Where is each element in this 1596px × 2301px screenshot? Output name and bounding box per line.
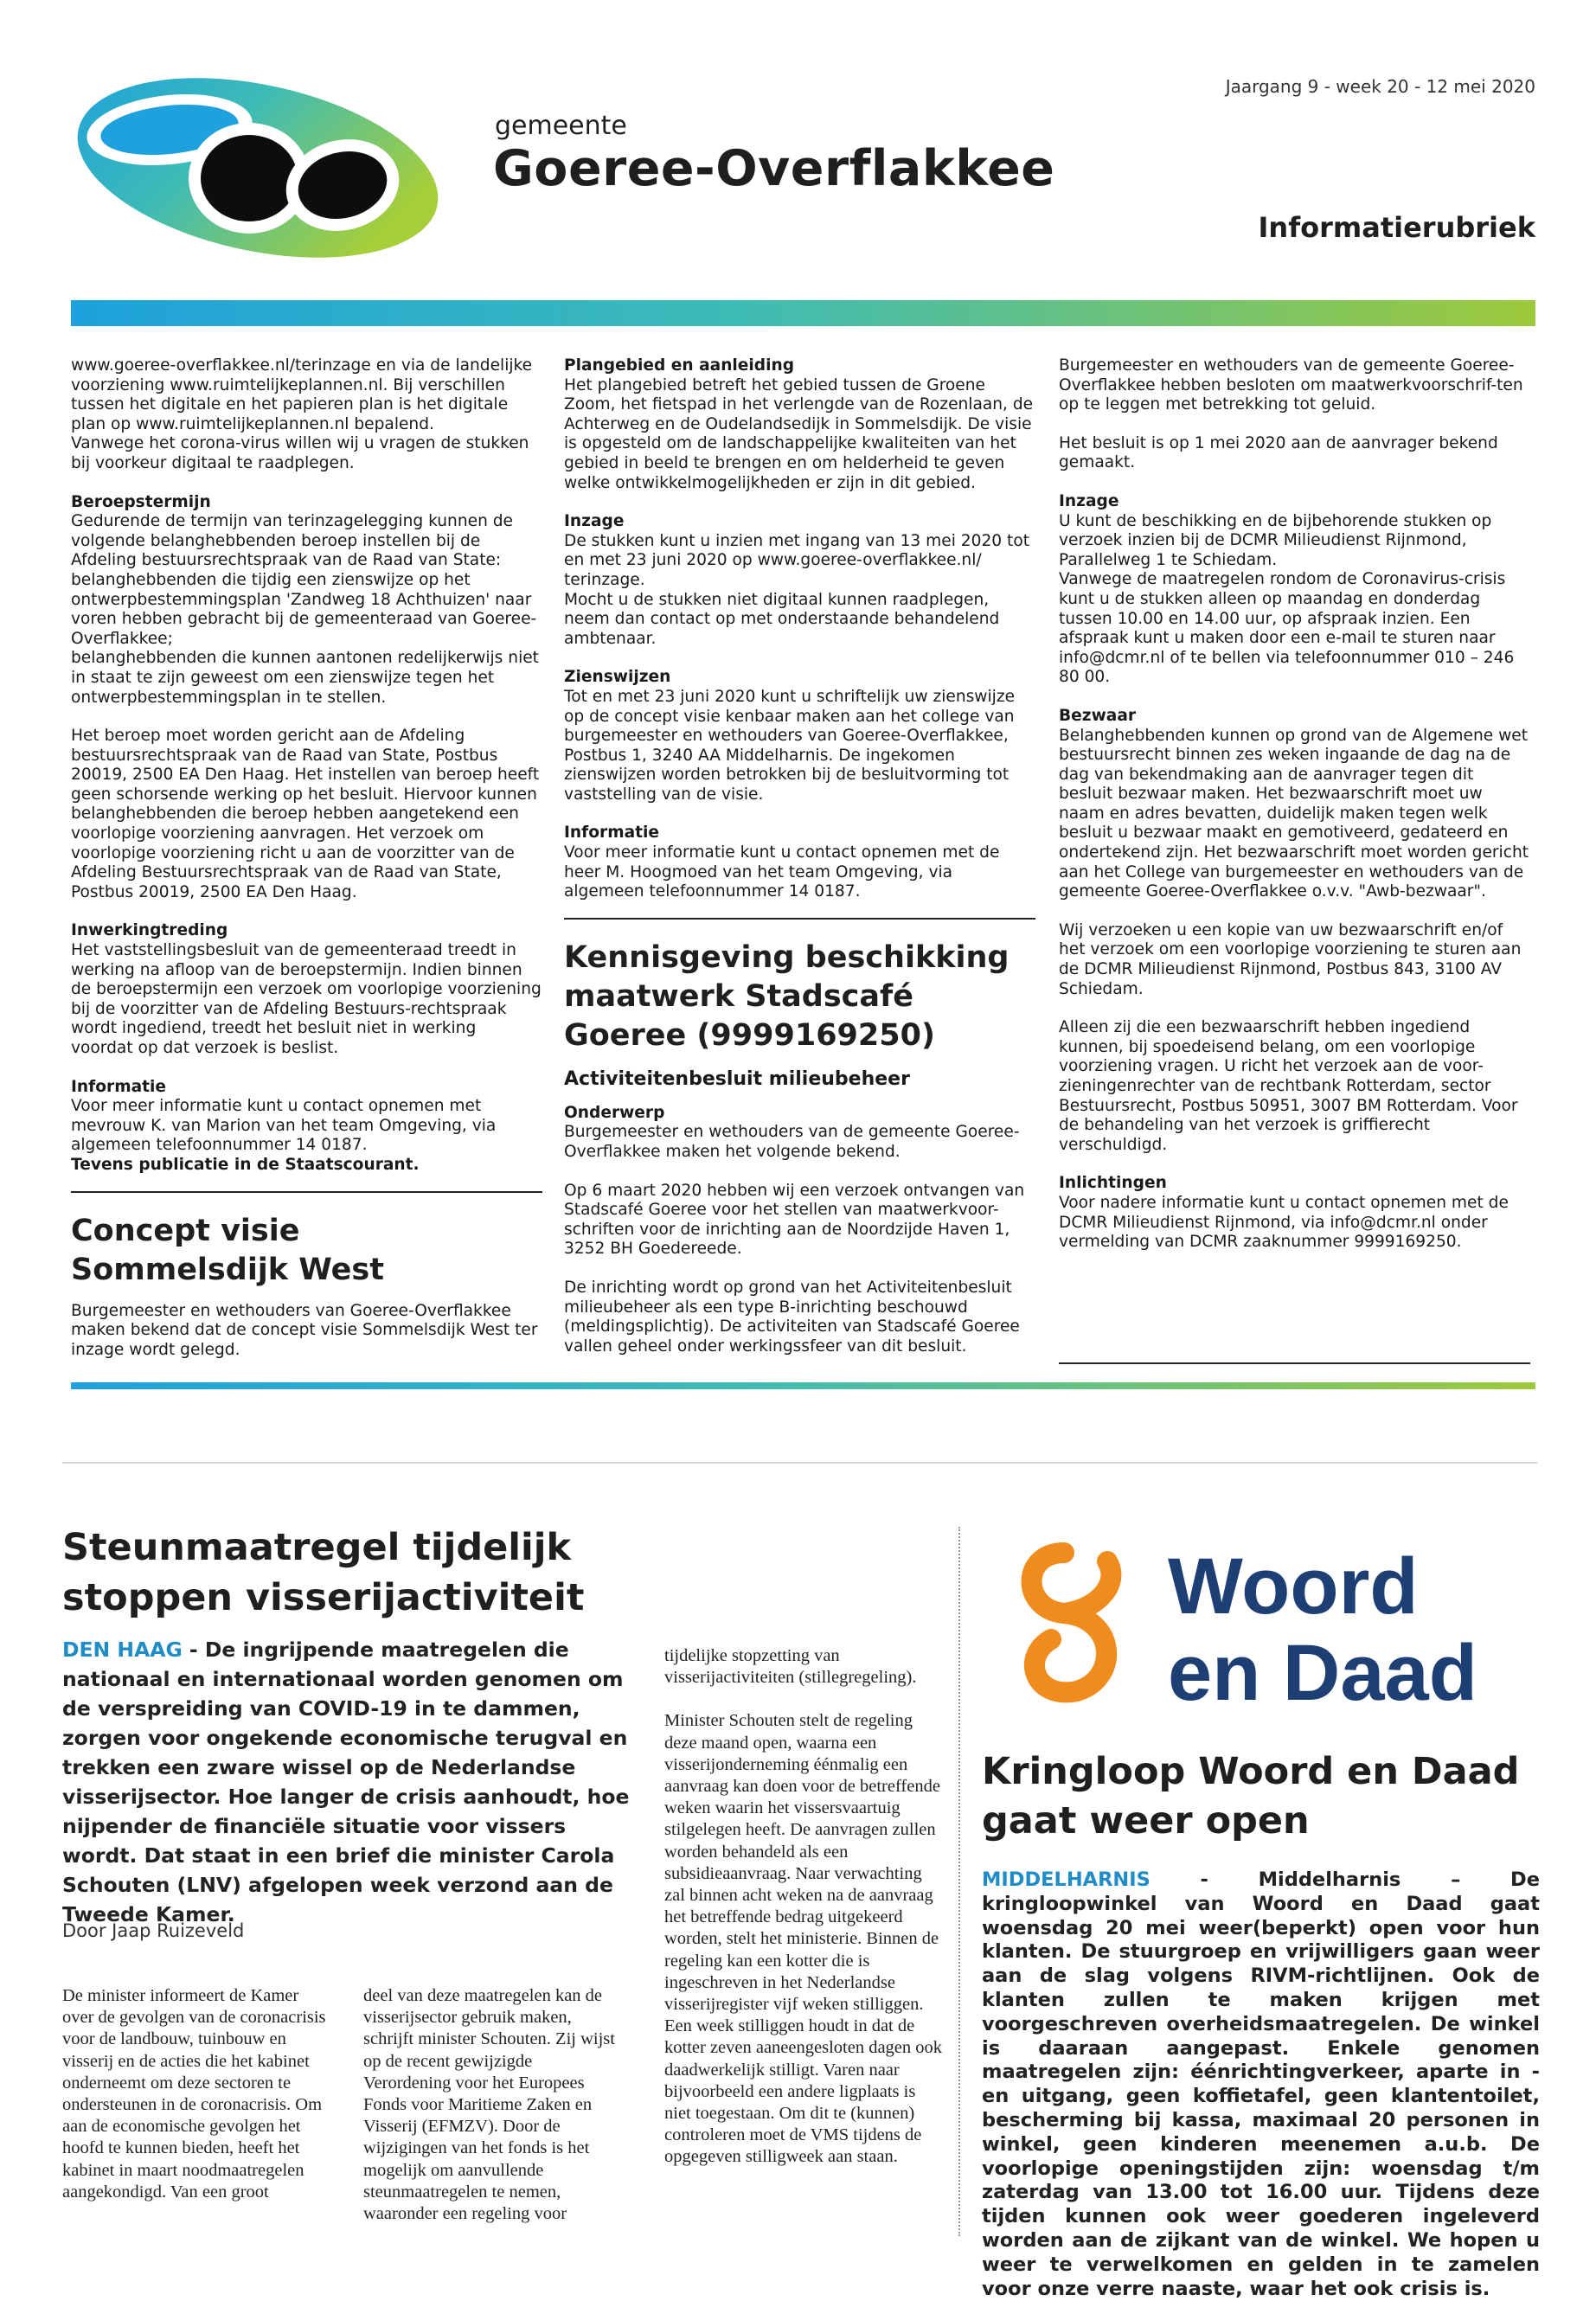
beroepstermijn-text: Gedurende de termijn van terinzagelegging kunnen de volgende belanghebbenden beroep instellen bij de Afdeling bestuursrechtspraak van de Raad van State: belanghebbenden die tijdig een zienswijze op het ontwerpbestemmingsplan 'Zandweg 18 Achthuizen' naar voren hebben gebracht bij de gemeenteraad van Goeree-Overflakkee; belanghebbenden die kunnen aantonen redelijkerwijs niet in staat te zijn geweest om een zienswijze tegen het ontwerpbestemmingsplan in te stellen. <box>71 512 539 707</box>
gemeente-logo <box>67 76 448 260</box>
inwerkingtreding-text: Het vaststellingsbesluit van de gemeenteraad treedt in werking na afloop van de beroepstermijn. Indien binnen de beroepstermijn een verzoek om voorlopige voorziening bij de voorzitter van de Afdeling Bestuurs-rechtspraak wordt ingediend, treedt het besluit niet in werking voordat op dat verzoek is beslist. <box>71 941 542 1057</box>
staatscourant-note: Tevens publicatie in de Staatscourant. <box>71 1155 420 1174</box>
concept-visie-text: Burgemeester en wethouders van Goeree-Overflakkee maken bekend dat de concept visie Sommelsdijk West ter inzage wordt gelegd. <box>71 1301 538 1359</box>
kennisgeving-subtitle: Activiteitenbesluit milieubeheer <box>564 1067 910 1090</box>
inzage-text: De stukken kunt u inzien met ingang van 13 mei 2020 tot en met 23 juni 2020 op www.goeree-overflakkee.nl/ terinzage. Mocht u de stukken niet digitaal kunnen raadplegen, neem dan contact op met onderstaande behandelend ambtenaar. <box>564 531 1029 648</box>
dateline-city: DEN HAAG <box>62 1638 183 1662</box>
informatie-text: Voor meer informatie kunt u contact opnemen met mevrouw K. van Marion van het team Omgeving, via algemeen telefoonnummer 14 0187. <box>71 1097 497 1155</box>
dateline-city: MIDDELHARNIS <box>982 1868 1151 1891</box>
inrichting-text: De inrichting wordt op grond van het Activiteitenbesluit milieubeheer als een type B-inrichting beschouwd (meldingsplichtig). De activiteiten van Stadscafé Goeree vallen geheel onder werkingssfeer van dit besluit. <box>564 1279 1020 1356</box>
zienswijzen-text: Tot en met 23 juni 2020 kunt u schriftelijk uw zienswijze op de concept visie kenbaar maken aan het college van burgemeester en wethouders van Goeree-Overflakkee, Postbus 1, 3240 AA Middelharnis. De ingekomen zienswijzen worden betrokken bij de besluitvorming tot vaststelling van de visie. <box>564 687 1016 804</box>
header-gradient-bar <box>71 300 1535 326</box>
voorziening-text: Alleen zij die een bezwaarschrift hebben ingediend kunnen, bij spoedeisend belang, om een voorlopige voorziening vragen. U richt het verzoek aan de voor-zieningenrechter van de rechtbank Rotterdam, sector Bestuursrecht, Postbus 50951, 3007 BM Rotterdam. Voor de behandeling van het verzoek is griffierecht verschuldigd. <box>1059 1018 1518 1154</box>
org-name: Goeree-Overflakkee <box>493 140 1055 197</box>
plangebied-text: Het plangebied betreft het gebied tussen de Groene Zoom, het fietspad in het verlengde van de Rozenlaan, de Achterweg en de Oudelandsedijk in Sommelsdijk. De visie is opgesteld om de landschappelijke kwaliteiten van het gebied in beeld te brengen en om helderheid te geven welke ontwikkelmogelijkheden er zijn in dit gebied. <box>564 375 1034 492</box>
article-title: Kringloop Woord en Daad gaat weer open <box>982 1750 1520 1843</box>
terinzage-text: www.goeree-overflakkee.nl/terinzage en via de landelijke voorziening www.ruimtelijkeplannen.nl. Bij verschillen tussen het digitale en het papieren plan is het digitale plan op www.ruimtelijkeplannen.nl bepalend. Vanwege het corona-virus willen wij u vragen de stukken bij voorkeur digitaal te raadplegen. <box>71 356 533 472</box>
heading-plangebied: Plangebied en aanleiding <box>564 356 795 375</box>
section-title: Informatierubriek <box>1258 211 1535 244</box>
verzoek-text: Op 6 maart 2020 hebben wij een verzoek ontvangen van Stadscafé Goeree voor het stellen van maatwerkvoor-schriften voor de inrichting aan de Noordzijde Haven 1, 3252 BH Goedereede. <box>564 1181 1025 1259</box>
heading-inwerkingtreding: Inwerkingtreding <box>71 921 228 940</box>
bezwaar-text: Belanghebbenden kunnen op grond van de Algemene wet bestuursrecht binnen zes weken ingaande de dag na de dag van bekendmaking aan de aanvrager tegen dit besluit bezwaar maken. Het bezwaarschrift moet uw naam en adres bevatten, duidelijk maken tegen welk besluit u bezwaar maakt en gemotiveerd, gedateerd en ondertekend zijn. Het bezwaarschrift moet worden gericht aan het College van burgemeester en wethouders van de gemeente Goeree-Overflakkee o.v.v. "Awb-bezwaar". <box>1059 726 1529 901</box>
heading-beroepstermijn: Beroepstermijn <box>71 492 211 511</box>
heading-inzage: Inzage <box>564 512 625 531</box>
kennisgeving-title: Kennisgeving beschikking maatwerk Stadscafé Goeree (9999169250) <box>564 939 1010 1053</box>
inlichtingen-text: Voor nadere informatie kunt u contact opnemen met de DCMR Milieudienst Rijnmond, via info@dcmr.nl onder vermelding van DCMR zaaknummer 9999169250. <box>1059 1193 1509 1252</box>
article-body-col-1: De minister informeert de Kamer over de gevolgen van de coronacrisis voor de landbouw, tuinbouw en visserij en de acties die het kabinet onderneemt om deze sectoren te ondersteunen in de coronacrisis. Om aan de economische gevolgen het hoofd te kunnen bieden, heeft het kabinet in maart noodmaatregelen aangekondigd. Van een groot <box>62 1986 326 2202</box>
divider <box>564 918 1035 920</box>
besluit-text: Burgemeester en wethouders van de gemeente Goeree-Overflakkee hebben besloten om maatwerkvoorschrif-ten op te leggen met betrekking tot geluid. <box>1059 356 1523 414</box>
divider <box>71 1191 542 1193</box>
heading-inzage: Inzage <box>1059 491 1119 510</box>
article-body-col-3: tijdelijke stopzetting van visserijactiviteiten (stillegregeling). Minister Schouten stelt de regeling deze maand open, waarna een visserijonderneming éénmalig een aanvraag kan doen voor de betreffende weken waarin het vissersvaartuig stilgelegen heeft. De aanvragen zullen worden behandeld als een subsidieaanvraag. Naar verwachting zal binnen acht weken na de aanvraag het betreffende bedrag uitgekeerd worden, stelt het ministerie. Binnen de regeling kan een kotter die is ingeschreven in het Nederlandse visserijregister vijf weken stilliggen. Een week stilliggen houdt in dat de kotter zeven aaneengesloten dagen ook daadwerkelijk stilligt. Varen naar bijvoorbeeld een andere ligplaats is niet toegestaan. Om dit te (kunnen) controleren moet de VMS tijdens de opgegeven stilligweek aan staan. <box>664 1646 943 2167</box>
info-column-1 <box>71 356 542 1379</box>
footer-gradient-bar <box>71 1382 1535 1389</box>
heading-onderwerp: Onderwerp <box>564 1103 665 1122</box>
org-name-small: gemeente <box>495 111 627 141</box>
informatie-text: Voor meer informatie kunt u contact opnemen met de heer M. Hoogmoed van het team Omgeving, via algemeen telefoonnummer 14 0187. <box>564 843 1000 901</box>
logo-line-2: en Daad <box>1168 1629 1477 1717</box>
info-column-3 <box>1059 356 1530 1272</box>
concept-visie-title: Concept visie Sommelsdijk West <box>71 1213 384 1287</box>
heading-informatie: Informatie <box>71 1077 166 1096</box>
inzage-text: U kunt de beschikking en de bijbehorende stukken op verzoek inzien bij de DCMR Milieudienst Rijnmond, Parallelweg 1 te Schiedam. Vanwege de maatregelen rondom de Coronavirus-crisis kunt u de stukken alleen op maandag en donderdag tussen 10.00 en 14.00 uur, op afspraak inzien. Een afspraak kunt u maken door een e-mail te sturen naar info@dcmr.nl of te bellen via telefoonnummer 010 – 246 80 00. <box>1059 511 1515 687</box>
bekendmaking-text: Het besluit is op 1 mei 2020 aan de aanvrager bekend gemaakt. <box>1059 433 1498 472</box>
heading-informatie: Informatie <box>564 824 659 843</box>
info-column-2 <box>564 356 1035 1375</box>
kopie-text: Wij verzoeken u een kopie van uw bezwaarschrift en/of het verzoek om een voorlopige voorziening te sturen aan de DCMR Milieudienst Rijnmond, Postbus 843, 3100 AV Schiedam. <box>1059 920 1522 998</box>
column-3-end-rule <box>1059 1362 1530 1364</box>
article-title: Steunmaatregel tijdelijk stoppen visserijactiviteit <box>62 1526 585 1619</box>
article-lead: DEN HAAG - De ingrijpende maatregelen die nationaal en internationaal worden genomen om de verspreiding van COVID-19 in te dammen, zorgen voor ongekende economische terugval en trekken een zware wissel op de Nederlandse visserijsector. Hoe langer de crisis aanhoudt, hoe nijpender de financiële situatie voor vissers wordt. Dat staat in een brief die minister Carola Schouten (LNV) afgelopen week verzond aan de Tweede Kamer. <box>62 1638 630 1926</box>
byline: Door Jaap Ruizeveld <box>62 1920 245 1941</box>
onderwerp-text: Burgemeester en wethouders van de gemeente Goeree-Overflakkee maken het volgende bekend. <box>564 1123 1020 1162</box>
article-body-col-2: deel van deze maatregelen kan de visserijsector gebruik maken, schrijft minister Schouten. Zij wijst op de recent gewijzigde Verordening voor het Europees Fonds voor Maritieme Zaken en Visserij (EFMZV). Door de wijzigingen van het fonds is het mogelijk om aanvullende steunmaatregelen te nemen, waaronder een regeling voor <box>363 1986 615 2224</box>
afdeling-text: Het beroep moet worden gericht aan de Afdeling bestuursrechtspraak van de Raad van State, Postbus 20019, 2500 EA Den Haag. Het instellen van beroep heeft geen schorsende werking op het besluit. Hiervoor kunnen belanghebbenden die beroep hebben aangetekend een voorlopige voorziening aanvragen. Het verzoek om voorlopige voorziening richt u aan de voorzitter van de Afdeling Bestuursrechtspraak van de Raad van State, Postbus 20019, 2500 EA Den Haag. <box>71 727 540 901</box>
article-lead: MIDDELHARNIS - Middelharnis – De kringloopwinkel van Woord en Daad gaat woensdag 20 mei weer(beperkt) open voor hun klanten. De stuurgroep en vrijwilligers gaan weer aan de slag volgens RIVM-richtlijnen. Ook de klanten zullen te maken krijgen met voorgeschreven overheidsmaatregelen. De winkel is daaraan aangepast. Enkele genomen maatregelen zijn: éénrichtingverkeer, aparte in -en uitgang, geen koffietafel, geen klantentoilet, bescherming bij kassa, maximaal 20 personen in winkel, geen kinderen meenemen a.u.b. De voorlopige openingstijden zijn: woensdag t/m zaterdag van 13.00 tot 16.00 uur. Tijdens deze tijden kunnen ook weer goederen ingeleverd worden aan de zijkant van de winkel. We hopen u weer te verwelkomen en gelden in te zamelen voor onze verre naaste, waar het ook crisis is. <box>982 1868 1540 2300</box>
edition-info: Jaargang 9 - week 20 - 12 mei 2020 <box>1225 76 1535 97</box>
logo-line-1: Woord <box>1168 1542 1419 1631</box>
article-separator <box>958 1527 960 2236</box>
heading-zienswijzen: Zienswijzen <box>564 668 671 687</box>
heading-bezwaar: Bezwaar <box>1059 706 1137 725</box>
section-separator <box>62 1462 1537 1464</box>
heading-inlichtingen: Inlichtingen <box>1059 1174 1167 1193</box>
woord-en-daad-logo <box>1003 1527 1497 1721</box>
